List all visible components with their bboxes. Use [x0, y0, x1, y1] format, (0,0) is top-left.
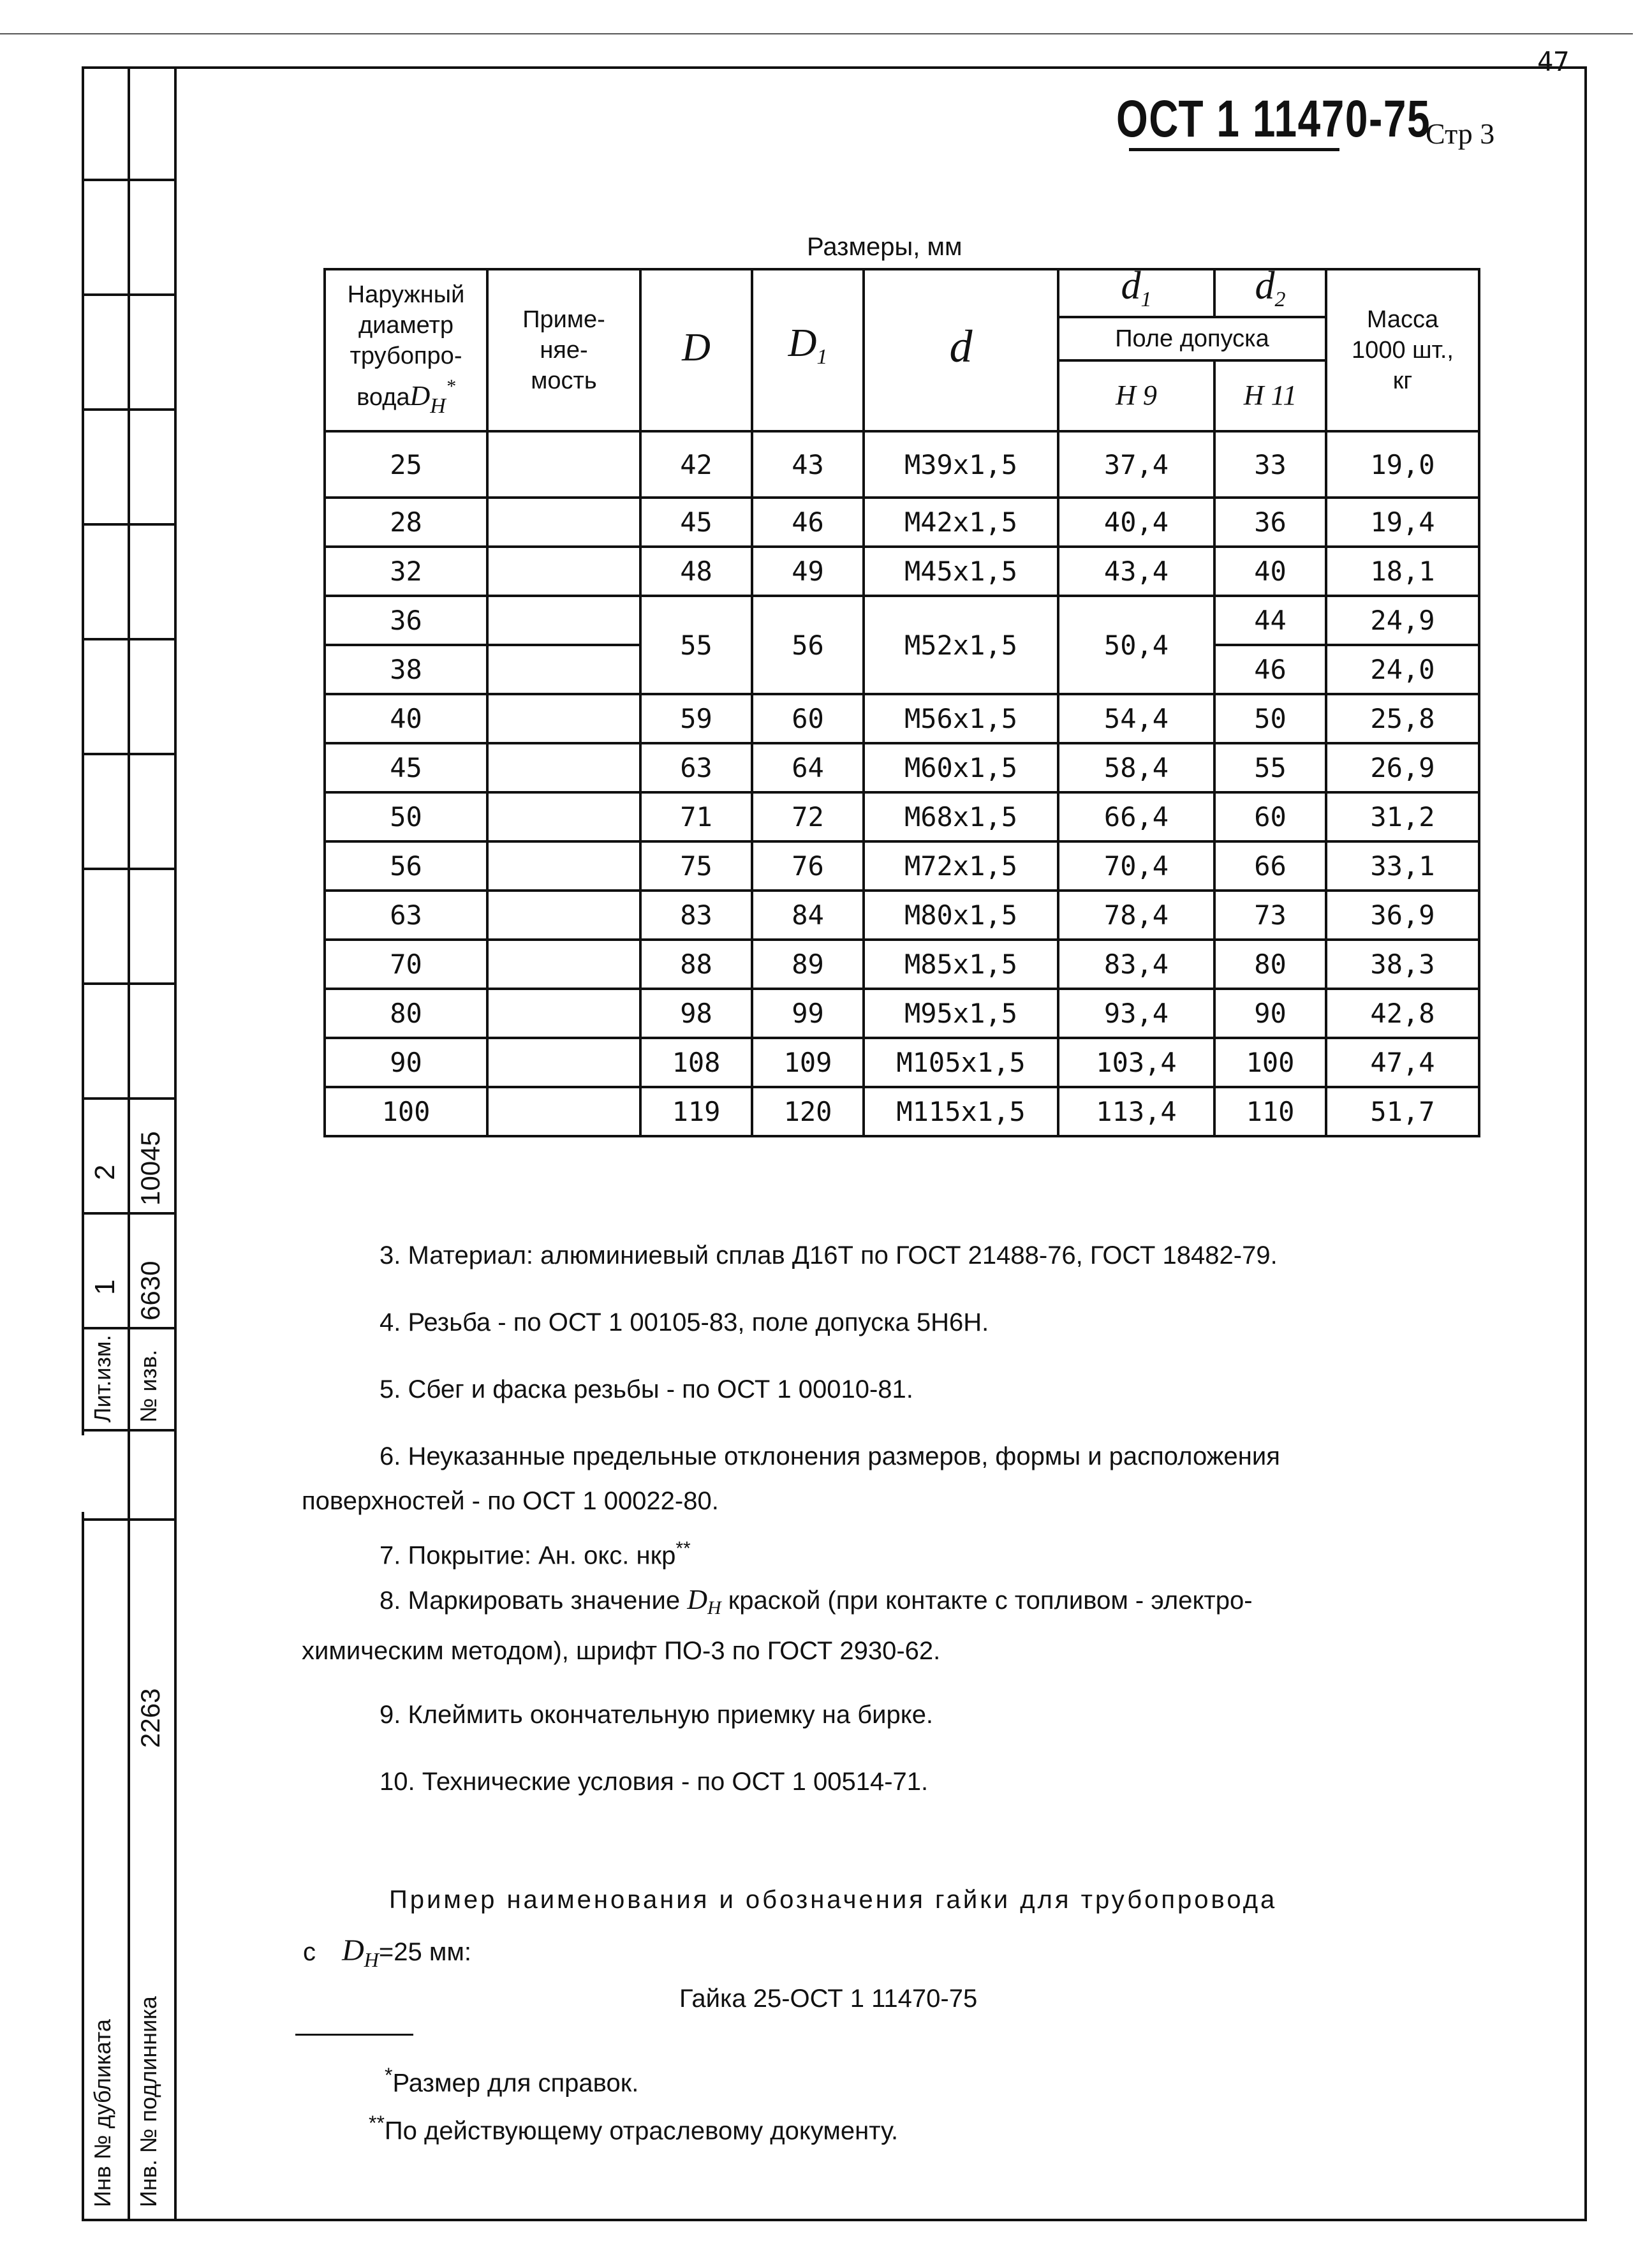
cell-d2: 90: [1214, 989, 1326, 1038]
cell-d: М39х1,5: [864, 431, 1058, 498]
header-appl-line: мость: [531, 367, 597, 394]
cell-mass: 47,4: [1326, 1038, 1479, 1087]
cell-applicability: [487, 940, 640, 989]
table-row: [325, 431, 1479, 498]
cell-applicability: [487, 498, 640, 547]
cell-d2: 80: [1214, 940, 1326, 989]
frame-bottom: [82, 2219, 1587, 2221]
cell-d1: 103,4: [1058, 1038, 1214, 1087]
cell-d: М42х1,5: [864, 498, 1058, 547]
cell-mass: 42,8: [1326, 989, 1479, 1038]
cell-d1: 83,4: [1058, 940, 1214, 989]
stamp-line: [82, 1518, 174, 1521]
example-line-2: [303, 1933, 471, 1978]
cell-applicability: [487, 891, 640, 940]
footnote-1: [385, 2057, 638, 2101]
cell-d1: 113,4: [1058, 1087, 1214, 1136]
note-6-line-1: 6. Неуказанные предельные отклонения размеров, формы и расположения: [380, 1442, 1280, 1470]
dn-symbol: $D_H^*$: [409, 375, 455, 418]
cell-D: 48: [640, 547, 752, 596]
header-D1-symbol: D: [788, 322, 817, 365]
table-row: [325, 841, 1479, 891]
table-row: [325, 694, 1479, 743]
stamp-line: [82, 523, 174, 526]
header-mass-line: Масса: [1366, 306, 1439, 333]
cell-d: М115х1,5: [864, 1087, 1058, 1136]
header-H11: [1214, 360, 1326, 431]
cell-D1: 60: [752, 694, 864, 743]
cell-D: 59: [640, 694, 752, 743]
cell-mass: 36,9: [1326, 891, 1479, 940]
header-H9-text: H 9: [1116, 379, 1157, 411]
izv-value-2: 10045: [135, 1131, 165, 1206]
stamp-line: [82, 179, 174, 181]
cell-d2: 100: [1214, 1038, 1326, 1087]
cell-D1: 84: [752, 891, 864, 940]
header-dn-line: Наружный: [347, 281, 465, 308]
cell-d: М72х1,5: [864, 841, 1058, 891]
cell-dn: 36: [325, 596, 487, 645]
cell-dn: 45: [325, 743, 487, 792]
cell-D1: 99: [752, 989, 864, 1038]
footnote-1-mark: *: [385, 2064, 393, 2087]
cell-D: 88: [640, 940, 752, 989]
cell-d2: 60: [1214, 792, 1326, 841]
example-value: =25 мм:: [378, 1938, 471, 1966]
stamp-line: [82, 1327, 174, 1329]
frame-right: [1584, 66, 1587, 2221]
cell-dn: 38: [325, 645, 487, 694]
stamp-line: [82, 753, 174, 755]
footnote-2-mark: **: [369, 2112, 385, 2135]
cell-d: М56х1,5: [864, 694, 1058, 743]
table-row: [325, 1087, 1479, 1136]
footnote-2-text: По действующему отраслевому документу.: [384, 2117, 899, 2145]
stamp-line: [82, 1429, 174, 1432]
footnote-rule: [295, 2034, 413, 2036]
cell-d2: 33: [1214, 431, 1326, 498]
cell-mass: 19,4: [1326, 498, 1479, 547]
cell-applicability: [487, 1038, 640, 1087]
table-caption: Размеры, мм: [807, 233, 962, 261]
cell-D: 98: [640, 989, 752, 1038]
cell-d1: 58,4: [1058, 743, 1214, 792]
izv-value-1: 6630: [135, 1261, 165, 1321]
note-8-line-1: [380, 1582, 1253, 1626]
cell-dn: 63: [325, 891, 487, 940]
cell-mass: 24,9: [1326, 596, 1479, 645]
dn-symbol: $D_H$: [342, 1934, 379, 1971]
cell-D1: 64: [752, 743, 864, 792]
cell-D: 108: [640, 1038, 752, 1087]
cell-dn: 90: [325, 1038, 487, 1087]
cell-D1: 56: [752, 596, 864, 694]
note-7: [380, 1531, 691, 1573]
cell-d2: 73: [1214, 891, 1326, 940]
cell-d1: 40,4: [1058, 498, 1214, 547]
cell-d1: 50,4: [1058, 596, 1214, 694]
cell-d1: 43,4: [1058, 547, 1214, 596]
example-designation: Гайка 25-ОСТ 1 11470-75: [679, 1985, 978, 2013]
header-mass-line: кг: [1392, 367, 1413, 394]
cell-D: 42: [640, 431, 752, 498]
note-10: 10. Технические условия - по ОСТ 1 00514-71.: [380, 1768, 929, 1796]
table-row: [325, 743, 1479, 792]
cell-d2: 50: [1214, 694, 1326, 743]
table-row: [325, 891, 1479, 940]
cell-d2: 46: [1214, 645, 1326, 694]
sheet-number: 47: [1537, 46, 1570, 77]
cell-D1: 120: [752, 1087, 864, 1136]
cell-dn: 56: [325, 841, 487, 891]
note-8-text-a: 8. Маркировать значение: [380, 1587, 681, 1615]
footnote-1-text: Размер для справок.: [392, 2069, 639, 2098]
cell-D1: 49: [752, 547, 864, 596]
cell-dn: 28: [325, 498, 487, 547]
cell-D1: 109: [752, 1038, 864, 1087]
cell-d1: 93,4: [1058, 989, 1214, 1038]
dimensions-table: [323, 264, 1480, 1137]
cell-d: М45х1,5: [864, 547, 1058, 596]
cell-D: 55: [640, 596, 752, 694]
cell-applicability: [487, 792, 640, 841]
cell-d2: 55: [1214, 743, 1326, 792]
note-9: 9. Клеймить окончательную приемку на бирке.: [380, 1701, 934, 1729]
stamp-line: [82, 1212, 174, 1215]
table-row: [325, 547, 1479, 596]
lit-value-1: 1: [89, 1279, 121, 1295]
cell-D1: 43: [752, 431, 864, 498]
inv-dubl-label: Инв № дубликата: [89, 2019, 115, 2207]
cell-mass: 31,2: [1326, 792, 1479, 841]
header-tolerance-field: Поле допуска: [1058, 317, 1326, 361]
cell-d1: 66,4: [1058, 792, 1214, 841]
dn-symbol: DH: [687, 1584, 721, 1618]
stamp-column-divider: [128, 66, 130, 2221]
note-7-text: 7. Покрытие: Ан. окс. нкр: [380, 1541, 676, 1570]
header-D1: [752, 269, 864, 431]
cell-dn: 32: [325, 547, 487, 596]
cell-D: 119: [640, 1087, 752, 1136]
cell-d: М95х1,5: [864, 989, 1058, 1038]
cell-d: М80х1,5: [864, 891, 1058, 940]
table-row: [325, 498, 1479, 547]
header-D: [640, 269, 752, 431]
frame-inner-left: [174, 66, 177, 2221]
cell-applicability: [487, 431, 640, 498]
example-prefix: с: [303, 1938, 316, 1966]
header-d2-sub: 2: [1274, 288, 1286, 312]
doc-number-underline: [1129, 148, 1339, 151]
inv-podl-value: 2263: [135, 1688, 165, 1748]
stamp-line: [82, 408, 174, 411]
cell-dn: 100: [325, 1087, 487, 1136]
note-3: 3. Материал: алюминиевый сплав Д16Т по ГОСТ 21488-76, ГОСТ 18482-79.: [380, 1241, 1278, 1269]
cell-mass: 51,7: [1326, 1087, 1479, 1136]
cell-D: 63: [640, 743, 752, 792]
header-applicability: [487, 269, 640, 431]
cell-d2: 36: [1214, 498, 1326, 547]
cell-d: М85х1,5: [864, 940, 1058, 989]
cell-dn: 25: [325, 431, 487, 498]
cell-d2: 44: [1214, 596, 1326, 645]
header-D-symbol: D: [682, 326, 711, 369]
cell-applicability: [487, 841, 640, 891]
table-row: [325, 596, 1479, 645]
cell-mass: 26,9: [1326, 743, 1479, 792]
note-8-line-2: химическим методом), шрифт ПО-3 по ГОСТ 2930-62.: [302, 1637, 941, 1665]
cell-d2: 110: [1214, 1087, 1326, 1136]
example-line-1: Пример наименования и обозначения гайки для трубопровода: [389, 1886, 1278, 1914]
cell-D: 71: [640, 792, 752, 841]
cell-d: М68х1,5: [864, 792, 1058, 841]
frame-left: [82, 66, 84, 2221]
inv-podl-label: Инв. № подлинника: [135, 1996, 161, 2207]
cell-D1: 72: [752, 792, 864, 841]
cell-dn: 40: [325, 694, 487, 743]
cell-d2: 66: [1214, 841, 1326, 891]
cell-d2: 40: [1214, 547, 1326, 596]
note-7-mark: **: [675, 1538, 691, 1559]
cell-applicability: [487, 989, 640, 1038]
cell-dn: 70: [325, 940, 487, 989]
header-d1-sub: 1: [1140, 288, 1152, 312]
header-mass: [1326, 269, 1479, 431]
header-mass-line: 1000 шт.,: [1352, 337, 1454, 364]
page-label: Стр 3: [1426, 117, 1495, 150]
header-D1-sub: 1: [816, 345, 828, 369]
cell-applicability: [487, 547, 640, 596]
cell-applicability: [487, 743, 640, 792]
table-row: [325, 940, 1479, 989]
cell-mass: 25,8: [1326, 694, 1479, 743]
header-dn-word: вода: [357, 383, 410, 411]
header-dn: [325, 269, 487, 431]
cell-d1: 54,4: [1058, 694, 1214, 743]
header-d1-symbol: d: [1121, 264, 1141, 308]
cell-mass: 18,1: [1326, 547, 1479, 596]
doc-number: ОСТ 1 11470-75: [1116, 90, 1431, 148]
table-row: [325, 792, 1479, 841]
stamp-line: [82, 1097, 174, 1100]
cell-dn: 50: [325, 792, 487, 841]
cell-D1: 89: [752, 940, 864, 989]
cell-D: 45: [640, 498, 752, 547]
stamp-gap-left: [82, 1435, 85, 1512]
header-d: [864, 269, 1058, 431]
cell-applicability: [487, 694, 640, 743]
header-dn-line: диаметр: [358, 311, 454, 339]
note-8-text-b: краской (при контакте с топливом - электро-: [728, 1587, 1253, 1615]
header-dn-line: [326, 371, 486, 422]
cell-mass: 38,3: [1326, 940, 1479, 989]
header-d2: [1214, 264, 1326, 317]
header-d-symbol: d: [949, 321, 973, 372]
header-H11-text: H 11: [1243, 379, 1297, 411]
cell-D: 83: [640, 891, 752, 940]
header-d2-symbol: d: [1255, 264, 1275, 308]
cell-applicability: [487, 596, 640, 645]
cell-mass: 33,1: [1326, 841, 1479, 891]
frame-top: [82, 66, 1587, 69]
footnote-2: [369, 2105, 898, 2149]
lit-value-2: 2: [89, 1164, 121, 1180]
note-6-line-2: поверхностей - по ОСТ 1 00022-80.: [302, 1487, 719, 1515]
cell-dn: 80: [325, 989, 487, 1038]
cell-D: 75: [640, 841, 752, 891]
scan-top-edge: [0, 33, 1633, 34]
header-appl-line: няе-: [540, 337, 588, 364]
lit-izm-label: Лит.изм.: [89, 1335, 115, 1423]
cell-D1: 46: [752, 498, 864, 547]
cell-applicability: [487, 1087, 640, 1136]
cell-mass: 19,0: [1326, 431, 1479, 498]
no-izv-label: № изв.: [135, 1349, 161, 1423]
cell-d1: 37,4: [1058, 431, 1214, 498]
cell-d1: 78,4: [1058, 891, 1214, 940]
stamp-line: [82, 293, 174, 296]
header-H9: [1058, 360, 1214, 431]
header-appl-line: Приме-: [522, 306, 605, 333]
stamp-line: [82, 982, 174, 985]
cell-mass: 24,0: [1326, 645, 1479, 694]
stamp-line: [82, 638, 174, 640]
note-4: 4. Резьба - по ОСТ 1 00105-83, поле допуска 5Н6Н.: [380, 1308, 989, 1336]
header-d1: [1058, 264, 1214, 317]
stamp-line: [82, 868, 174, 870]
cell-applicability: [487, 645, 640, 694]
cell-D1: 76: [752, 841, 864, 891]
cell-d: М105х1,5: [864, 1038, 1058, 1087]
table-row: [325, 1038, 1479, 1087]
cell-d: М60х1,5: [864, 743, 1058, 792]
table-row: [325, 989, 1479, 1038]
cell-d: М52х1,5: [864, 596, 1058, 694]
header-dn-line: трубопро-: [350, 342, 462, 369]
note-5: 5. Сбег и фаска резьбы - по ОСТ 1 00010-81.: [380, 1375, 913, 1403]
cell-d1: 70,4: [1058, 841, 1214, 891]
